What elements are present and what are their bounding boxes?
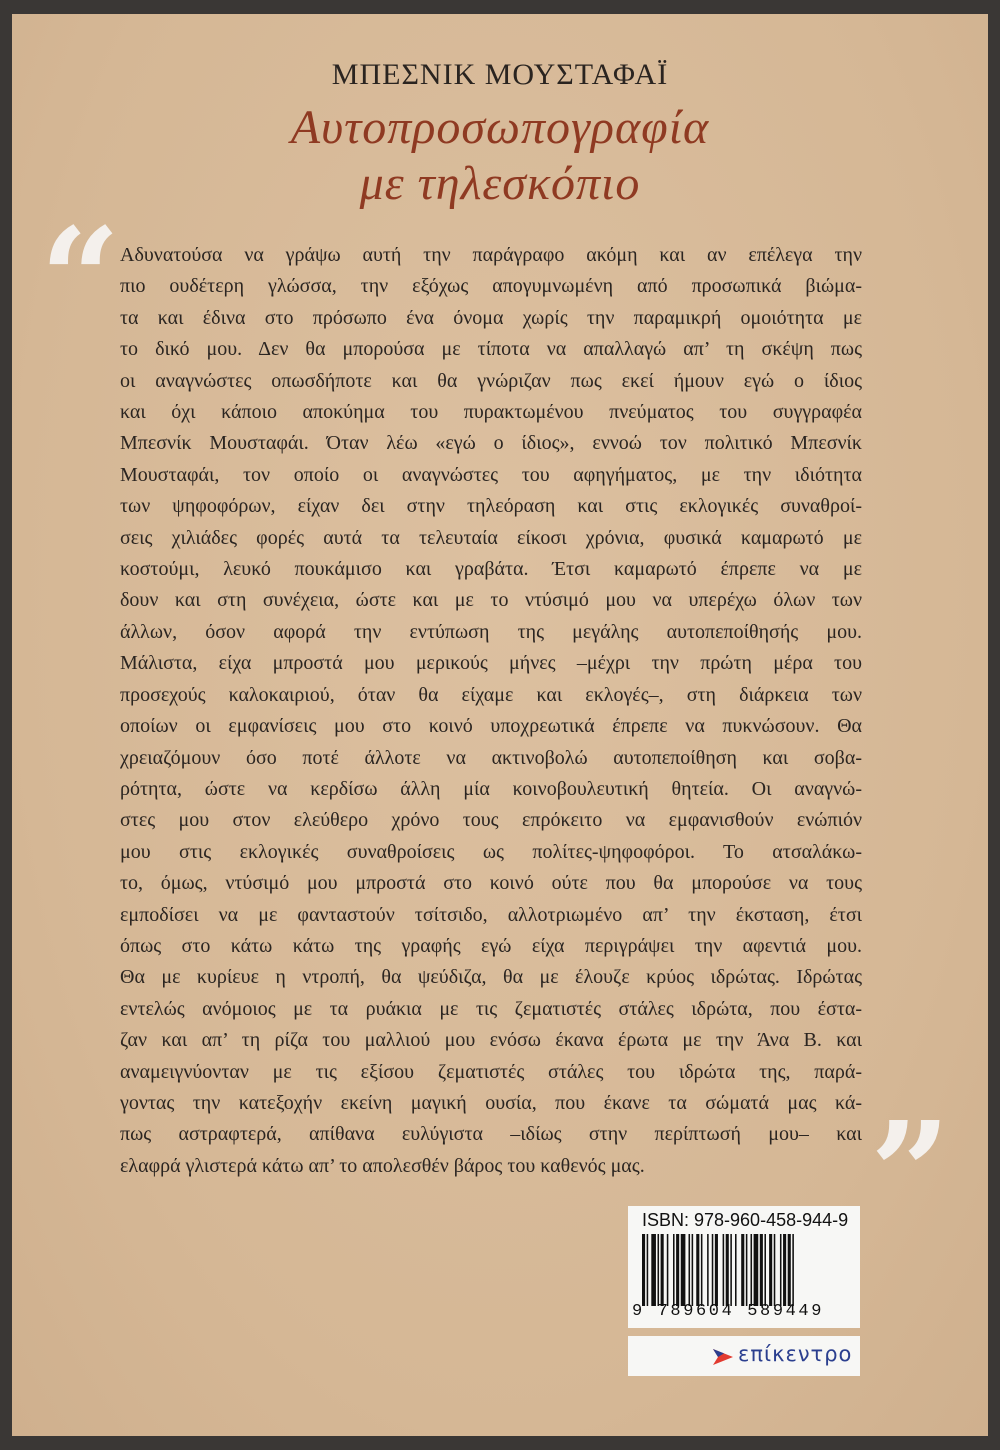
blurb-line: όπως στο κάτω κάτω της γραφής εγώ είχα περιγράψει την αφεντιά μου. bbox=[120, 934, 862, 957]
barcode-bar bbox=[707, 1234, 709, 1306]
barcode-bar bbox=[689, 1234, 691, 1306]
blurb-line: μου στις εκλογικές συναθροίσεις ως πολίτες-ψηφοφόροι. Το ατσαλάκω- bbox=[120, 840, 862, 863]
barcode-bar bbox=[676, 1234, 679, 1306]
barcode-bar bbox=[712, 1234, 714, 1306]
barcode-bar bbox=[751, 1234, 753, 1306]
barcode-bar bbox=[764, 1234, 766, 1306]
barcode-bar bbox=[754, 1234, 759, 1306]
blurb-line: Αδυνατούσα να γράψω αυτή την παράγραφο ακόμη και αν επέλεγα την bbox=[120, 244, 862, 266]
blurb-line: τα και έδινα στο πρόσωπο ένα όνομα χωρίς την παραμικρή ομοιότητα με bbox=[120, 306, 862, 329]
blurb-text bbox=[120, 240, 862, 1182]
publisher-logo-icon bbox=[712, 1346, 734, 1368]
blurb-line: κοστούμι, λευκό πουκάμισο και γραβάτα. Έτσι καμαρωτό έπρεπε να με bbox=[120, 558, 862, 581]
blurb-line: Μάλιστα, είχα μπροστά μου μερικούς μήνες –μέχρι την πρώτη μέρα του bbox=[120, 652, 862, 675]
barcode-bar bbox=[651, 1234, 656, 1306]
blurb-line: το δικό μου. Δεν θα μπορούσα με τίποτα να απαλλαγώ απ’ τη σκέψη πως bbox=[120, 338, 862, 361]
barcode-bar bbox=[735, 1234, 737, 1306]
blurb-line: ζαν και απ’ τη ρίζα του μαλλιού μου ενόσω έκανα έρωτα με την Άνα Β. και bbox=[120, 1029, 862, 1052]
publisher-box bbox=[628, 1336, 860, 1376]
blurb-line: των ψηφοφόρων, είχαν δει στην τηλεόραση και στις εκλογικές συναθροί- bbox=[120, 495, 862, 518]
open-quote-mark: “ bbox=[40, 198, 121, 362]
barcode-bar bbox=[692, 1234, 694, 1306]
barcode-bar bbox=[774, 1234, 776, 1306]
blurb-line: δουν και στη συνέχεια, ώστε και με το ντύσιμό μου να υπερέχω όλων των bbox=[120, 589, 862, 612]
blurb-line: στες μου στον ελεύθερο χρόνο τους επρόκειτο να εμφανισθούν ενώπιόν bbox=[120, 809, 862, 832]
barcode-bar bbox=[642, 1234, 645, 1306]
blurb-line: Μπεσνίκ Μουσταφάι. Όταν λέω «εγώ ο ίδιος», εννοώ τον πολιτικό Μπεσνίκ bbox=[120, 432, 862, 455]
barcode-image bbox=[642, 1234, 848, 1306]
blurb-line: γοντας την κατεξοχήν εκείνη μαγική ουσία, που έκανε τα σώματά μας κά- bbox=[120, 1091, 862, 1114]
barcode-bar bbox=[788, 1234, 791, 1306]
barcode-bar bbox=[673, 1234, 675, 1306]
blurb-line: εμποδίσει να με φανταστούν τσίτσιδο, αλλοτριωμένο απ’ την έκσταση, έτσι bbox=[120, 903, 862, 926]
blurb-line: και όχι κάποιο αποκύημα του πυρακτωμένου πνεύματος του συγγραφέα bbox=[120, 401, 862, 424]
blurb-line: προσεχούς καλοκαιριού, όταν θα είχαμε και εκλογές–, στη διάρκεια των bbox=[120, 683, 862, 706]
blurb-line: οι αναγνώστες οπωσδήποτε και θα γνώριζαν πως εκεί ήμουν εγώ ο ίδιος bbox=[120, 369, 862, 392]
title-line-1: Αυτοπροσωπογραφία bbox=[290, 101, 710, 154]
barcode-bar bbox=[769, 1234, 772, 1306]
barcode-bar bbox=[780, 1234, 782, 1306]
barcode-bar bbox=[681, 1234, 686, 1306]
barcode-bar bbox=[746, 1234, 748, 1306]
barcode-bar bbox=[783, 1234, 786, 1306]
isbn-text: ISBN: 978-960-458-944-9 bbox=[642, 1210, 849, 1230]
barcode-bar bbox=[696, 1234, 699, 1306]
blurb-line: εντελώς ανόμοιος με τα ρυάκια με τις ζεματιστές στάλες ιδρώτα, που έστα- bbox=[120, 997, 862, 1020]
blurb-line: Μουσταφάι, τον οποίο οι αναγνώστες του αφηγήματος, με την ιδιότητα bbox=[120, 463, 862, 486]
isbn-label bbox=[628, 1206, 860, 1328]
barcode-digits: 9 789604 589449 bbox=[632, 1302, 825, 1321]
blurb-line: σεις χιλιάδες φορές αυτά τα τελευταία είκοσι χρόνια, φυσικά καμαρωτό με bbox=[120, 526, 862, 549]
barcode-bar bbox=[647, 1234, 649, 1306]
barcode-bar bbox=[741, 1234, 744, 1306]
blurb-line: το, όμως, ντύσιμό μου μπροστά στο κοινό ούτε που θα μπορούσε να τους bbox=[120, 872, 862, 895]
barcode-bar bbox=[723, 1234, 725, 1306]
blurb-line: πιο ουδέτερη γλώσσα, την εξόχως απογυμνωμένη από προσωπικά βιώμα- bbox=[120, 275, 862, 298]
blurb-line: πως αστραφτερά, απίθανα ευλύγιστα –ιδίως στην περίπτωσή μου– και bbox=[120, 1123, 862, 1146]
barcode-bar bbox=[661, 1234, 664, 1306]
author-name: ΜΠΕΣΝΙΚ ΜΟΥΣΤΑΦΑΪ bbox=[331, 58, 669, 91]
barcode-bar bbox=[658, 1234, 660, 1306]
blurb-line: χρειαζόμουν όσο ποτέ άλλοτε να ακτινοβολώ αυτοπεποίθηση και σοβα- bbox=[120, 746, 862, 769]
title-line-2: με τηλεσκόπιο bbox=[359, 157, 641, 210]
barcode-bar bbox=[726, 1234, 729, 1306]
barcode-bar bbox=[730, 1234, 732, 1306]
publisher-name: επίκεντρο bbox=[738, 1342, 853, 1366]
close-quote-mark: ” bbox=[870, 1092, 951, 1256]
barcode-bar bbox=[667, 1234, 669, 1306]
blurb-line: ρότητα, ώστε να κερδίσω άλλη μία κοινοβουλευτική θητεία. Οι αναγνώ- bbox=[120, 777, 862, 800]
blurb-line: άλλων, όσον αφορά την εντύπωση της μεγάλης αυτοπεποίθησής μου. bbox=[120, 620, 862, 643]
blurb-line: αναμειγνύονταν με τις εξίσου ζεματιστές στάλες του ιδρώτα της, παρά- bbox=[120, 1060, 862, 1083]
blurb-line: Θα με κυρίευε η ντροπή, θα ψεύδιζα, θα με έλουζε κρύος ιδρώτας. Ιδρώτας bbox=[120, 966, 862, 989]
book-title bbox=[12, 100, 988, 212]
blurb-line: οποίων οι εμφανίσεις μου στο κοινό υποχρεωτικά έπρεπε να πυκνώσουν. Θα bbox=[120, 715, 862, 738]
book-back-cover bbox=[12, 14, 988, 1436]
barcode-bar bbox=[715, 1234, 718, 1306]
barcode-bar bbox=[792, 1234, 794, 1306]
barcode-bar bbox=[760, 1234, 763, 1306]
barcode-bar bbox=[701, 1234, 703, 1306]
blurb-line: ελαφρά γλιστερά κάτω απ’ το απολεσθέν βάρος του καθενός μας. bbox=[120, 1154, 645, 1177]
